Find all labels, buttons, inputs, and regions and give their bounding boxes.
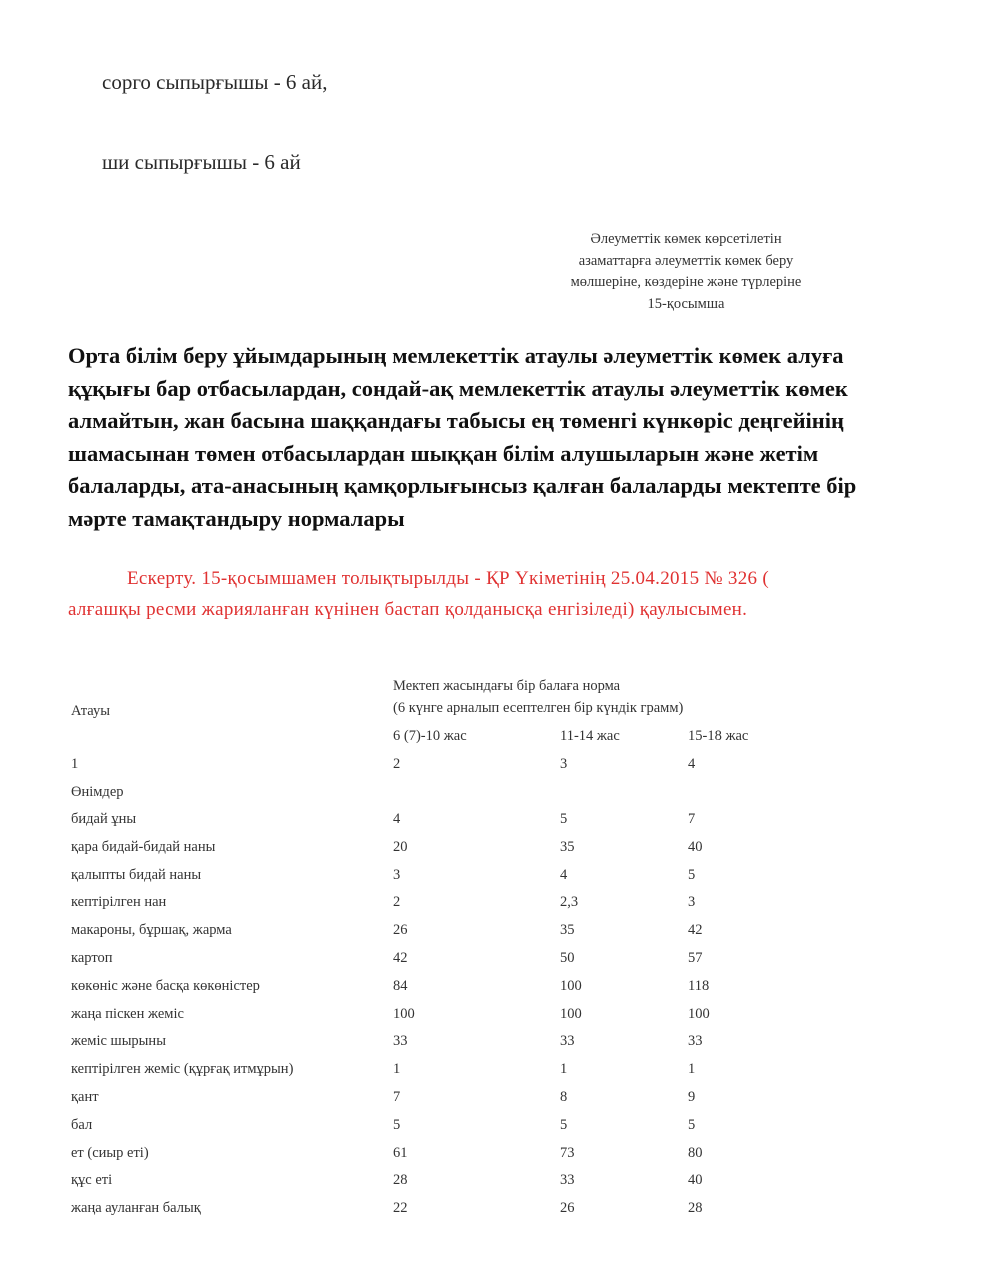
table-row [0,1145,989,1169]
norm-value: 61 [393,1145,408,1161]
product-name: жаңа ауланған балық [71,1200,201,1216]
norm-value: 40 [688,839,703,855]
note-line: алғашқы ресми жарияланған күнінен бастап қолданысқа енгізіледі) қаулысымен. [68,599,748,620]
norm-value: 40 [688,1172,703,1188]
norm-value: 118 [688,978,710,994]
norm-header: Мектеп жасындағы бір балаға норма [393,678,621,694]
intro-line-shi: ши сыпырғышы - 6 ай [102,150,301,174]
name-column-header: Атауы [71,703,110,719]
norm-value: 33 [560,1172,575,1188]
norm-value: 3 [393,867,401,883]
title-line: Орта білім беру ұйымдарының мемлекеттік атаулы әлеуметтік көмек алуға [68,343,844,368]
table-row [0,950,989,974]
norm-value: 5 [560,811,568,827]
product-name: ет (сиыр еті) [71,1145,149,1161]
norm-value: 84 [393,978,408,994]
product-name: бал [71,1117,93,1133]
intro-line-sorghum: сорго сыпырғышы - 6 ай, [102,70,328,94]
norm-value: 26 [560,1200,575,1216]
document-title [68,340,948,535]
table-row [0,894,989,918]
product-name: бидай ұны [71,811,137,827]
column-number: 1 [71,756,79,772]
norm-value: 9 [688,1089,696,1105]
column-number: 4 [688,756,696,772]
norm-value: 20 [393,839,408,855]
norm-value: 26 [393,922,408,938]
section-label: Өнімдер [71,784,124,800]
norm-value: 42 [393,950,408,966]
table-row [0,1117,989,1141]
age-group-header: 11-14 жас [560,728,620,744]
title-line: балаларды, ата-анасының қамқорлығынсыз қалған балаларды мектепте бір [68,473,857,498]
norm-value: 5 [688,1117,696,1133]
age-group-header: 15-18 жас [688,728,749,744]
norm-value: 80 [688,1145,703,1161]
norm-value: 28 [688,1200,703,1216]
product-name: макароны, бұршақ, жарма [71,922,232,938]
norm-value: 22 [393,1200,408,1216]
norm-value: 8 [560,1089,568,1105]
norm-value: 73 [560,1145,575,1161]
norm-value: 33 [560,1033,575,1049]
norm-value: 33 [688,1033,703,1049]
norm-value: 2 [393,894,401,910]
title-line: мәрте тамақтандыру нормалары [68,505,405,531]
title-line: шамасынан төмен отбасылардан шыққан білім алушыларын және жетім [68,440,819,466]
title-line: құқығы бар отбасылардан, сондай-ақ мемлекеттік атаулы әлеуметтік көмек [68,375,848,401]
table-row [0,1200,989,1224]
product-name: жеміс шырыны [71,1033,166,1049]
table-row [0,978,989,1002]
appendix-line: мөлшеріне, көздеріне және түрлеріне [570,274,802,290]
product-name: қалыпты бидай наны [71,867,202,883]
norm-value: 50 [560,950,575,966]
norm-value: 100 [393,1006,415,1022]
appendix-note [540,229,832,315]
title-line: алмайтын, жан басына шаққандағы табысы ең төменгі күнкөріс деңгейінің [68,408,844,433]
product-name: қант [71,1089,99,1105]
norm-value: 5 [393,1117,401,1133]
norm-value: 4 [393,811,401,827]
norm-value: 7 [688,811,696,827]
table-row [0,811,989,835]
norm-value: 7 [393,1089,401,1105]
table-row [0,867,989,891]
norm-value: 57 [688,950,703,966]
column-number: 3 [560,756,568,772]
norm-value: 100 [688,1006,710,1022]
column-number: 2 [393,756,401,772]
norm-value: 2,3 [560,894,579,910]
product-name: қара бидай-бидай наны [71,839,216,855]
norm-value: 1 [688,1061,696,1077]
section-row [0,784,989,808]
norm-value: 33 [393,1033,408,1049]
norm-subheader: (6 күнге арналып есептелген бір күндік грамм) [393,700,684,716]
column-number-row [0,756,989,780]
table-row [0,1006,989,1030]
norm-value: 42 [688,922,703,938]
appendix-number: 15-қосымша [647,295,725,312]
norm-value: 100 [560,1006,582,1022]
product-name: картоп [71,950,113,966]
amendment-note [68,563,928,625]
product-name: кептірілген жеміс (құрғақ итмұрын) [71,1061,294,1077]
age-group-header: 6 (7)-10 жас [393,728,467,744]
table-row [0,1033,989,1057]
product-name: кептірілген нан [71,894,167,910]
table-row [0,1061,989,1085]
appendix-line: азаматтарға әлеуметтік көмек беру [578,252,794,269]
norm-value: 28 [393,1172,408,1188]
product-name: құс еті [71,1172,113,1188]
norm-value: 5 [560,1117,568,1133]
table-row [0,1172,989,1196]
product-name: көкөніс және басқа көкөністер [71,978,260,994]
note-line: Ескерту. 15-қосымшамен толықтырылды - ҚР Үкіметінің 25.04.2015 № 326 ( [127,568,770,589]
norm-value: 1 [393,1061,401,1077]
norm-value: 5 [688,867,696,883]
norm-value: 4 [560,867,568,883]
table-row [0,839,989,863]
product-name: жаңа піскен жеміс [71,1006,184,1022]
table-row [0,1089,989,1113]
norm-value: 3 [688,894,696,910]
norm-value: 100 [560,978,582,994]
appendix-line: Әлеуметтік көмек көрсетілетін [590,231,782,247]
norm-value: 35 [560,922,575,938]
norm-value: 35 [560,839,575,855]
table-row [0,922,989,946]
norm-value: 1 [560,1061,568,1077]
